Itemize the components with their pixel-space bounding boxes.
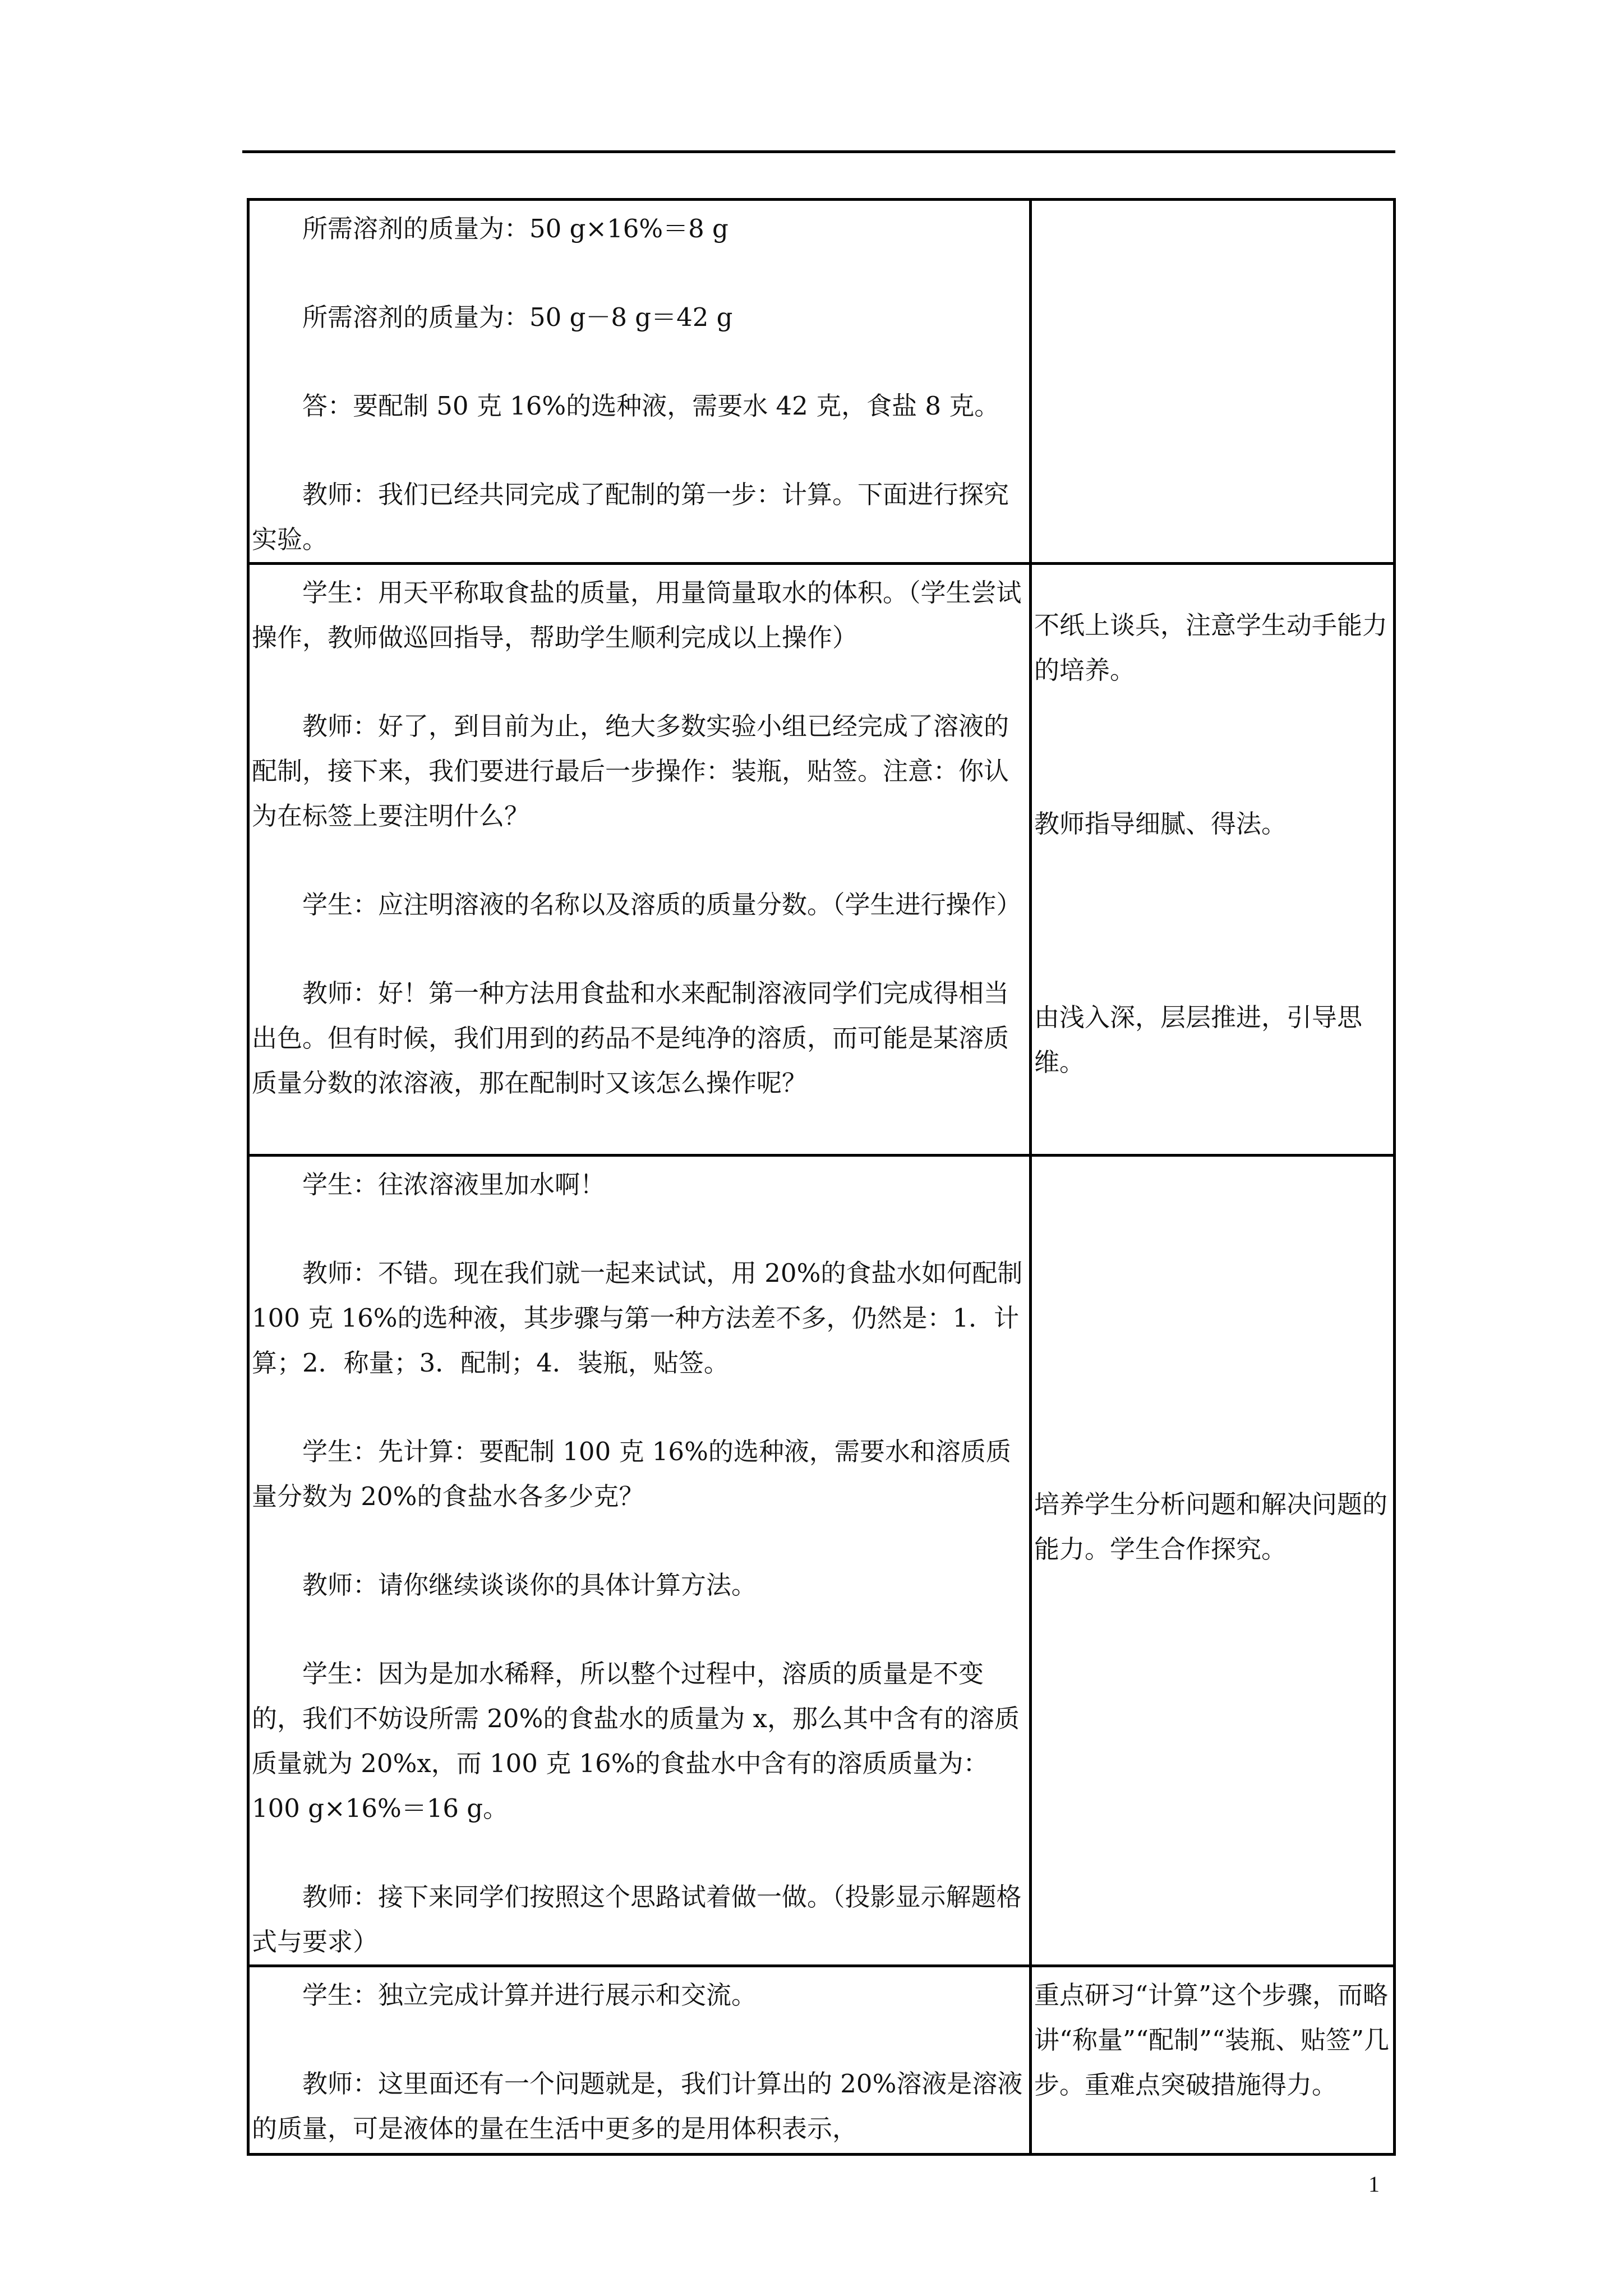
paragraph: 教师：接下来同学们按照这个思路试着做一做。（投影显示解题格式与要求）	[252, 1882, 1022, 1957]
paragraph: 所需溶剂的质量为：50 g×16%＝8 g	[302, 214, 728, 243]
paragraph: 学生：用天平称取食盐的质量，用量筒量取水的体积。（学生尝试操作，教师做巡回指导，帮助学生顺利完成以上操作）	[252, 578, 1022, 652]
note-cell	[1031, 564, 1395, 1156]
table-row	[248, 200, 1395, 564]
main-cell	[248, 200, 1031, 564]
table-row	[248, 1156, 1395, 1966]
lesson-table	[247, 198, 1396, 2156]
paragraph: 教师：好了，到目前为止，绝大多数实验小组已经完成了溶液的配制，接下来，我们要进行最后一步操作：装瓶，贴签。注意：你认为在标签上要注明什么？	[252, 711, 1009, 831]
main-cell	[248, 1156, 1031, 1966]
paragraph: 学生：因为是加水稀释，所以整个过程中，溶质的质量是不变的，我们不妨设所需 20%的食盐水的质量为 x，那么其中含有的溶质质量就为 20%x，而 100 克 16%的食盐水中含有的溶质质量为：100 g×16%＝16 g。	[252, 1659, 1020, 1823]
note: 教师指导细腻、得法。	[1034, 809, 1287, 839]
note-cell	[1031, 1156, 1395, 1966]
paragraph: 学生：应注明溶液的名称以及溶质的质量分数。（学生进行操作）	[302, 890, 1022, 919]
paragraph: 教师：这里面还有一个问题就是，我们计算出的 20%溶液是溶液的质量，可是液体的量在生活中更多的是用体积表示，	[252, 2069, 1023, 2143]
paragraph: 答：要配制 50 克 16%的选种液，需要水 42 克，食盐 8 克。	[302, 391, 1000, 421]
paragraph: 教师：好！第一种方法用食盐和水来配制溶液同学们完成得相当出色。但有时候，我们用到的药品不是纯净的溶质，而可能是某溶质质量分数的浓溶液，那在配制时又该怎么操作呢？	[252, 978, 1009, 1098]
paragraph: 教师：请你继续谈谈你的具体计算方法。	[302, 1570, 757, 1600]
paragraph: 学生：先计算：要配制 100 克 16%的选种液，需要水和溶质质量分数为 20%的食盐水各多少克？	[252, 1437, 1011, 1511]
paragraph: 所需溶剂的质量为：50 g－8 g＝42 g	[302, 302, 733, 332]
header-rule	[242, 150, 1395, 153]
paragraph: 学生：往浓溶液里加水啊！	[302, 1170, 606, 1199]
page-number: 1	[1368, 2171, 1380, 2197]
table-row	[248, 1966, 1395, 2155]
main-cell	[248, 564, 1031, 1156]
note: 培养学生分析问题和解决问题的能力。学生合作探究。	[1034, 1489, 1388, 1564]
paragraph: 教师：我们已经共同完成了配制的第一步：计算。下面进行探究实验。	[252, 480, 1009, 554]
note-cell	[1031, 200, 1395, 564]
main-cell	[248, 1966, 1031, 2155]
note: 重点研习“计算”这个步骤，而略讲“称量”“配制”“装瓶、贴签”几步。重难点突破措施得力。	[1034, 1980, 1390, 2100]
paragraph: 学生：独立完成计算并进行展示和交流。	[302, 1980, 757, 2010]
note: 由浅入深，层层推进，引导思维。	[1034, 1002, 1363, 1077]
paragraph: 教师：不错。现在我们就一起来试试，用 20%的食盐水如何配制 100 克 16%的选种液，其步骤与第一种方法差不多，仍然是：1．计算；2．称量；3．配制；4．装瓶，贴签。	[252, 1258, 1031, 1378]
table-row	[248, 564, 1395, 1156]
note: 不纸上谈兵，注意学生动手能力的培养。	[1034, 610, 1388, 685]
note-cell	[1031, 1966, 1395, 2155]
